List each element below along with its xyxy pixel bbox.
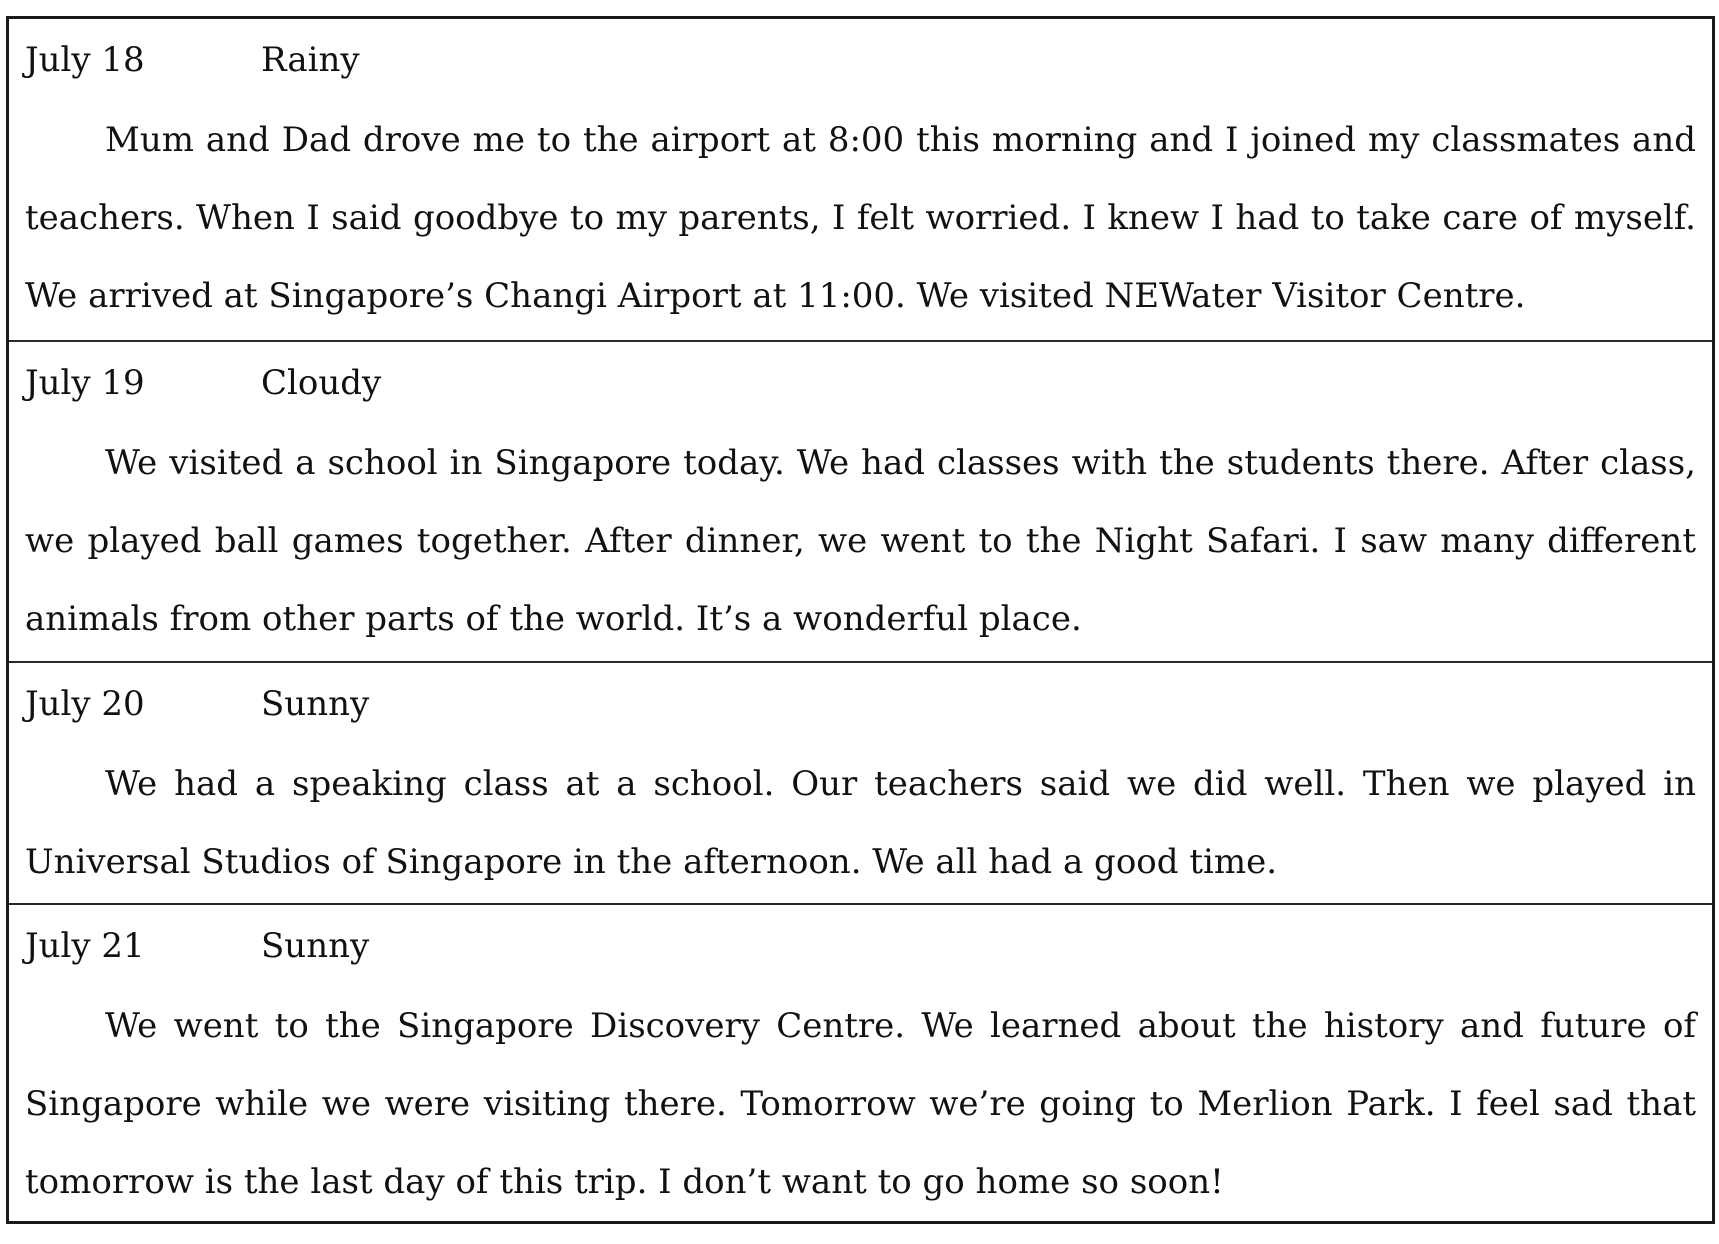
entry-text: Mum and Dad drove me to the airport at 8:00 this morning and I joined my classmates and teachers. When I said goodbye to my parents, I felt worried. I knew I had to take care of myself. We arrived at Singapore’s Changi Airport at 11:00. We visited NEWater Visitor Centre. xyxy=(25,120,1696,316)
entry-date: July 20 xyxy=(25,684,145,724)
entry-date: July 19 xyxy=(25,363,145,403)
entry-weather: Sunny xyxy=(261,684,370,724)
entry-text: We had a speaking class at a school. Our teachers said we did well. Then we played in Universal Studios of Singapore in the afternoon. We all had a good time. xyxy=(25,764,1696,882)
diary-table xyxy=(6,16,1715,1224)
diary-entry-july-18 xyxy=(9,19,1712,342)
entry-weather: Sunny xyxy=(261,926,370,966)
diary-entry-july-21 xyxy=(9,905,1712,1224)
entry-date: July 21 xyxy=(25,926,145,966)
entry-date: July 18 xyxy=(25,40,145,80)
entry-text: We went to the Singapore Discovery Centre. We learned about the history and future of Singapore while we were visiting there. Tomorrow we’re going to Merlion Park. I feel sad that tomorrow is the last day of this trip. I don’t want to go home so soon! xyxy=(25,1006,1696,1202)
entry-header xyxy=(25,923,369,969)
diary-entry-july-20 xyxy=(9,663,1712,905)
entry-header xyxy=(25,37,360,83)
entry-text: We visited a school in Singapore today. We had classes with the students there. After class, we played ball games together. After dinner, we went to the Night Safari. I saw many different animals from other parts of the world. It’s a wonderful place. xyxy=(25,443,1696,639)
diary-entry-july-19 xyxy=(9,342,1712,663)
entry-weather: Cloudy xyxy=(261,363,382,403)
entry-weather: Rainy xyxy=(261,40,360,80)
entry-header xyxy=(25,681,369,727)
entry-header xyxy=(25,360,381,406)
